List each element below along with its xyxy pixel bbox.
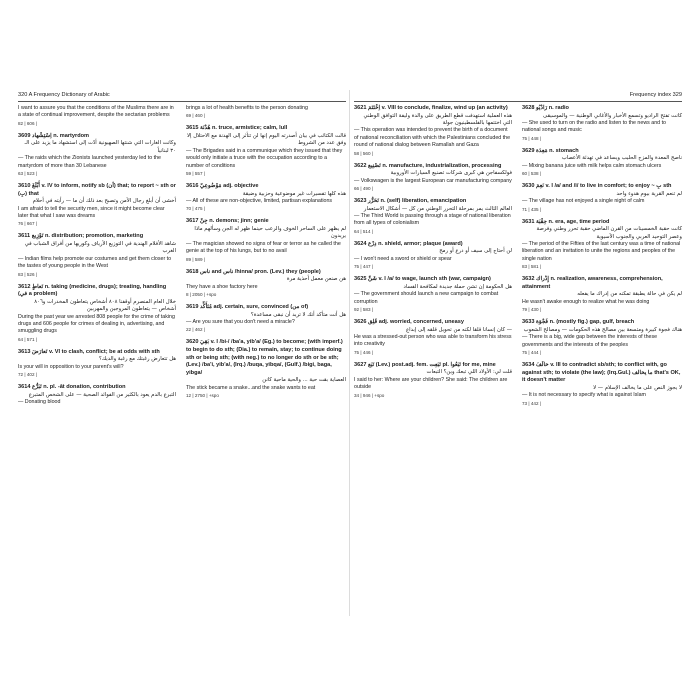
arabic-example: خلال العام المنصرم أوقفنا ٨٠٨ أشخاص يتعاطون المخدرات و٨٠٦ أشخاص — يتعاطون المروجين والمهربين xyxy=(34,298,176,313)
arabic-example: لم يظهر على الساحر الخوف والرعب حينما ظهر له الجن وسألهم ماذا يريدون xyxy=(194,226,346,240)
frequency-stats: 71 | 435 | xyxy=(522,206,541,212)
frequency-stats: 69 | 460 | xyxy=(186,113,205,119)
frequency-stats: 70 | 475 | xyxy=(186,206,205,212)
arabic-example: لم تنعم القرية بيوم هدوء واحد xyxy=(616,190,682,197)
right-page xyxy=(354,88,682,618)
dictionary-entry xyxy=(18,384,176,406)
frequency-stats: 75 | 444 | xyxy=(522,350,541,356)
arabic-example: قلت لي: الأولاد اللي تبعك وين؟ التبعات xyxy=(426,369,512,376)
dictionary-entry xyxy=(186,304,346,333)
dictionary-entry xyxy=(18,133,176,177)
frequency-stats: 64 | 571 | xyxy=(18,336,37,342)
frequency-stats: 82 | 606 | xyxy=(18,120,37,126)
entry-headword: 3629 مَعِدَة n. stomach xyxy=(522,147,579,154)
frequency-stats: 75 | 446 | xyxy=(354,349,373,355)
entry-headword: 3612 تَعاطٍ n. taking (medicine, drugs); treating, handling (في a problem) xyxy=(18,283,167,298)
english-translation: — Donating blood xyxy=(18,399,61,406)
entry-headword: 3622 تَصْنِيع n. manufacture, industrialization, processing xyxy=(354,162,502,169)
dictionary-entry xyxy=(186,218,346,262)
dictionary-entry xyxy=(354,105,512,157)
english-translation: — The raids which the Zionists launched yesterday led to the martyrdom of more than 30 Lebanese xyxy=(18,155,161,169)
running-head-text: 320 A Frequency Dictionary of Arabic xyxy=(18,92,110,98)
frequency-stats: 73 | 442 | xyxy=(522,400,541,406)
english-translation: They have a shoe factory here xyxy=(186,283,258,290)
frequency-stats: 75 | 448 | xyxy=(522,135,541,141)
entry-headword: 3631 حِقْبَة n. era, age, time period xyxy=(522,218,610,225)
dictionary-entry xyxy=(18,105,176,127)
arabic-example: أخشى أن أبلغ رجال الأمن وتصبح بعد ذلك أن ما — رأيته في أحلام xyxy=(32,198,176,205)
arabic-example: هل أنت متأكد أنك لا تريد أن نبقى مساعدة؟ xyxy=(250,311,346,318)
arabic-example: — كان إنسانا قلقا لكنه من تحويل قلقه إلى إبداع xyxy=(405,326,512,333)
dictionary-entry xyxy=(522,105,682,142)
dictionary-entry xyxy=(522,362,682,407)
arabic-example: ناصح المعدة والمزج الحليب ويساعد في تهدئة الأعصاب xyxy=(561,155,682,162)
english-translation: I said to her: Where are your children? She said: The children are outside xyxy=(354,376,508,391)
entry-headword: 3614 تَبَرُّع n. pl. -āt donation, contribution xyxy=(18,384,126,391)
book-gutter xyxy=(349,90,350,616)
entry-headword: 3615 هُدْنَة n. truce, armistice; calm, lull xyxy=(186,125,288,132)
dictionary-entry xyxy=(186,105,346,119)
entry-headword: 3617 جِنّ n. demons; jinn; genie xyxy=(186,218,269,225)
english-translation: — The Third World is passing through a stage of national liberation from all types of colonialism xyxy=(354,213,511,227)
dictionary-entry xyxy=(522,148,682,177)
running-head xyxy=(354,90,682,102)
dictionary-entry xyxy=(354,198,512,235)
column-right xyxy=(186,105,346,405)
dictionary-entry xyxy=(522,219,682,271)
english-translation: — Indian films help promote our costumes and get them closer to the tastes of young people in the West xyxy=(18,255,172,270)
frequency-stats: 8 | 2050 | +spo xyxy=(186,292,217,298)
english-translation: — The magician showed no signs of fear or terror as he called the genie at the top of his lungs, but to no avail xyxy=(186,240,341,255)
frequency-stats: 60 | 538 | xyxy=(522,171,541,177)
dictionary-entry xyxy=(354,163,512,192)
entry-headword: 3618 ناس and ناس /hinna/ pron. (Lev.) they (people) xyxy=(186,268,321,275)
english-translation: — The village has not enjoyed a single night of calm xyxy=(522,198,645,205)
arabic-example: وكانت الغارات التي شنتها الصهيونية أدّت إلى استشهاد ما يزيد على الـ ٣٠ لبنانياً xyxy=(24,140,176,154)
dictionary-entry xyxy=(186,125,346,177)
arabic-example: هل الحكومة إن تشن حملة جديدة لمكافحة الفساد xyxy=(403,283,512,290)
dictionary-entry xyxy=(354,319,512,356)
dictionary-entry xyxy=(186,269,346,298)
entry-headword: 3611 تَوْزِيع n. distribution; promotion, marketing xyxy=(18,233,144,240)
dictionary-entry xyxy=(18,233,176,277)
left-page xyxy=(18,88,346,618)
dictionary-entry xyxy=(186,183,346,212)
english-translation: — It is not necessary to specify what is against Islam xyxy=(522,392,646,399)
frequency-stats: 83 | 581 | xyxy=(522,264,541,270)
frequency-stats: 75 | 447 | xyxy=(354,264,373,270)
entry-headword: 3610 أَبْلَغَ v. IV to inform, notify sb (أن) that; to report ~ sth or (بِ) that xyxy=(18,183,176,197)
running-head xyxy=(18,90,346,102)
english-translation: I am afraid to tell the security men, since it might become clear later that what I saw was dreams xyxy=(18,205,165,220)
continued-text: I want to assure you that the conditions of the Muslims there are in a state of continual improvement, despite the sectarian problems xyxy=(18,105,174,119)
entry-headword: 3623 تَحَرُّر n. (self) liberation, emancipation xyxy=(354,198,467,205)
entry-headword: 3633 فَجْوَة n. (mostly fig.) gap, gulf, breach xyxy=(522,319,635,326)
english-translation: He was a stressed-out person who was able to transform his stress into creativity xyxy=(354,334,512,348)
frequency-stats: 72 | 402 | xyxy=(18,372,37,378)
english-translation: — All of these are non-objective, limited, partisan explanations xyxy=(186,198,333,205)
dictionary-entry xyxy=(186,339,346,399)
arabic-example: هذه كلها تفسيرات غير موضوعية وحزبية وضيقة xyxy=(242,190,346,197)
entry-headword: 3634 خالَفَ v. III to contradict sb/sth; to conflict with, go against sth; to violate (the law); (Irq.Gul.) ما يخالف that's OK, it doesn't matter xyxy=(522,362,681,384)
frequency-stats: 59 | 557 | xyxy=(186,171,205,177)
english-translation: — I won't need a sword or shield or spear xyxy=(354,255,452,262)
english-translation: Is your will in opposition to your parent's will? xyxy=(18,363,124,370)
continued-text: brings a lot of health benefits to the person donating xyxy=(186,105,308,111)
frequency-stats: 64 | 514 | xyxy=(354,228,373,234)
entry-headword: 3609 اِسْتِشْهاد n. martyrdom xyxy=(18,132,90,139)
frequency-stats: 79 | 430 | xyxy=(522,307,541,313)
arabic-example: هناك فجوة كبيرة ومتسعة بين مصالح هذه الحكومات — ومصالح الشعوب xyxy=(523,326,682,333)
frequency-stats: 58 | 560 | xyxy=(354,150,373,156)
entry-headword: 3616 مَوْضُوعِيّ adj. objective xyxy=(186,183,259,190)
arabic-example: كانت تفتح الراديو وتسمع الأخبار والأغاني الوطنية — والموسيقى xyxy=(543,112,682,119)
english-translation: The stick became a snake...and the snake wants to eat xyxy=(186,384,316,391)
english-translation: — Are you sure that you don't need a miracle? xyxy=(186,319,295,326)
english-translation: — She used to turn on the radio and listen to the news and to national songs and music xyxy=(522,120,666,134)
dictionary-entry xyxy=(18,183,176,227)
entry-headword: 3632 إِدْراك n. realization, awareness, comprehension, attainment xyxy=(522,276,663,290)
arabic-example: التبرع بالدم يعود بالكثير من الفوائد الصحية — على الشخص المتبرع xyxy=(28,391,176,398)
column-right xyxy=(522,105,682,413)
frequency-stats: 12 | 2750 | +spo xyxy=(186,393,219,399)
entry-headword: 3625 شَنَّ v. I /a/ to wage, launch sth (war, campaign) xyxy=(354,276,491,283)
english-translation: During the past year we arrested 808 people for the crime of taking drugs and 606 people for crimes of dealing in, advertising, and smuggling drugs xyxy=(18,313,175,335)
frequency-stats: 83 | 526 | xyxy=(18,271,37,277)
entry-headword: 3624 دِرْع n. shield, armor; plaque (award) xyxy=(354,240,463,247)
dictionary-entry xyxy=(522,183,682,212)
english-translation: — The period of the Fifties of the last century was a time of national liberation and an invitation to unite the regions and peoples of the single nation xyxy=(522,241,681,262)
dictionary-entry xyxy=(354,276,512,313)
arabic-example: لا يجوز النص على ما يخالف الإسلام — لا xyxy=(593,384,682,391)
arabic-example: كانت حقبة الخمسينات من القرن الماضي حقبة تحرر وطني وفرصة وعصر التوحيد العربي والجنوب الآسيوية xyxy=(536,226,682,240)
dictionary-entry xyxy=(522,319,682,356)
entry-headword: 3628 رَادْيُو n. radio xyxy=(522,105,569,111)
running-head-text: Frequency index 329 xyxy=(629,92,682,98)
frequency-stats: 89 | 589 | xyxy=(186,256,205,262)
dictionary-entry xyxy=(18,349,176,378)
column-left xyxy=(18,105,176,413)
frequency-stats: 22 | 462 | xyxy=(186,327,205,333)
english-translation: — The Brigades said in a communique which they issued that they would only initiate a truce with the occupation according to a number of conditions xyxy=(186,147,343,169)
frequency-stats: 63 | 523 | xyxy=(18,171,37,177)
entry-headword: 3621 اِخْتَتَمَ v. VIII to conclude, finalize, wind up (an activity) xyxy=(354,105,508,111)
arabic-example: هن صنعن معمل أحذية مرة xyxy=(286,276,346,283)
english-translation: — Volkswagen is the largest European car manufacturing company xyxy=(354,177,512,184)
frequency-stats: 76 | 667 | xyxy=(18,221,37,227)
frequency-stats: 34 | 946 | +spo xyxy=(354,392,385,398)
entry-headword: 3630 نَعِمَ v. I /a/ and /i/ to live in comfort; to enjoy ~ بِ sth xyxy=(522,183,672,190)
arabic-example: لن أحتاج إلى سيف أو درع أو رمح xyxy=(439,248,512,255)
column-left xyxy=(354,105,512,405)
arabic-example: هذه العملية استهدفت قطع الطريق على والدة وليفة التوافق الوطني التي اختتمها بالفلسطينيون جولة xyxy=(363,112,512,126)
dictionary-entry xyxy=(522,276,682,313)
dictionary-entry xyxy=(18,284,176,343)
arabic-example: لم يكن في حالة يطبقة تمكنه من إدراك ما يفعله xyxy=(577,291,682,298)
book-spread xyxy=(18,88,682,618)
entry-headword: 3620 بَقِيَ v. I /bi-/ /ba'a, yib'a/ (Eg.) to become; (with imperf.) to begin to do sth; (Dia.) to remain, stay; to continue doing sth or being sth; (with neg.) to no longer do sth or be sth; (Lev.) /ba'i, yib'a/, (Irq.) /buqa, yibqa/, (Gulf.) /bigi, baga, yibga/ xyxy=(186,339,343,376)
frequency-stats: 92 | 583 | xyxy=(354,307,373,313)
arabic-example: قالت الكتائب في بيان أصدرته اليوم إنها لن تتأثر إلى الهدنة مع الاحتلال إلا وفق عدد من الشروط xyxy=(187,133,346,147)
english-translation: — Mixing banana juice with milk helps calm stomach ulcers xyxy=(522,162,662,169)
arabic-example: العصاية بقت حية ... والحية ماحية كانن xyxy=(262,377,346,384)
arabic-example: شاهد الأفلام الهندية في التوزيع الأرياف وكوريها من أفراق الشباب في الغرب xyxy=(24,241,176,255)
english-translation: — There is a big, wide gap between the interests of these governments and the interests of the peoples xyxy=(522,334,658,348)
english-translation: — This operation was intended to prevent the birth of a document of national reconciliation with which the Palestinians concluded the round of national dialog between Ramallah and Gaza xyxy=(354,127,511,149)
entry-headword: 3613 تَعارَضَ v. VI to clash, conflict; be at odds with sth xyxy=(18,348,160,355)
entry-headword: 3619 مُتَأَكِّد adj. certain, sure, convinced (من of) xyxy=(186,304,309,311)
english-translation: — The government should launch a new campaign to combat corruption xyxy=(354,291,499,305)
english-translation: He wasn't awake enough to realize what he was doing xyxy=(522,298,650,305)
arabic-example: فولكسفاجن هي كبرى شركات تصنيع السيارات الأوروبية xyxy=(390,170,512,177)
frequency-stats: 66 | 490 | xyxy=(354,186,373,192)
arabic-example: هل تتعارض رغبتك مع رغبة والديك؟ xyxy=(98,356,176,363)
dictionary-entry xyxy=(354,362,512,399)
arabic-example: العالم الثالث يمر بمرحلة التحرر الوطني من كل — أشكال الاستعمار xyxy=(363,205,512,212)
entry-headword: 3627 تَبَع (Lev.) post.adj. fem. تَبَعِت pl. تَبَعُوا for me, mine xyxy=(354,361,496,368)
entry-headword: 3626 قَلِق adj. worried, concerned, uneasy xyxy=(354,319,464,326)
dictionary-entry xyxy=(354,241,512,270)
